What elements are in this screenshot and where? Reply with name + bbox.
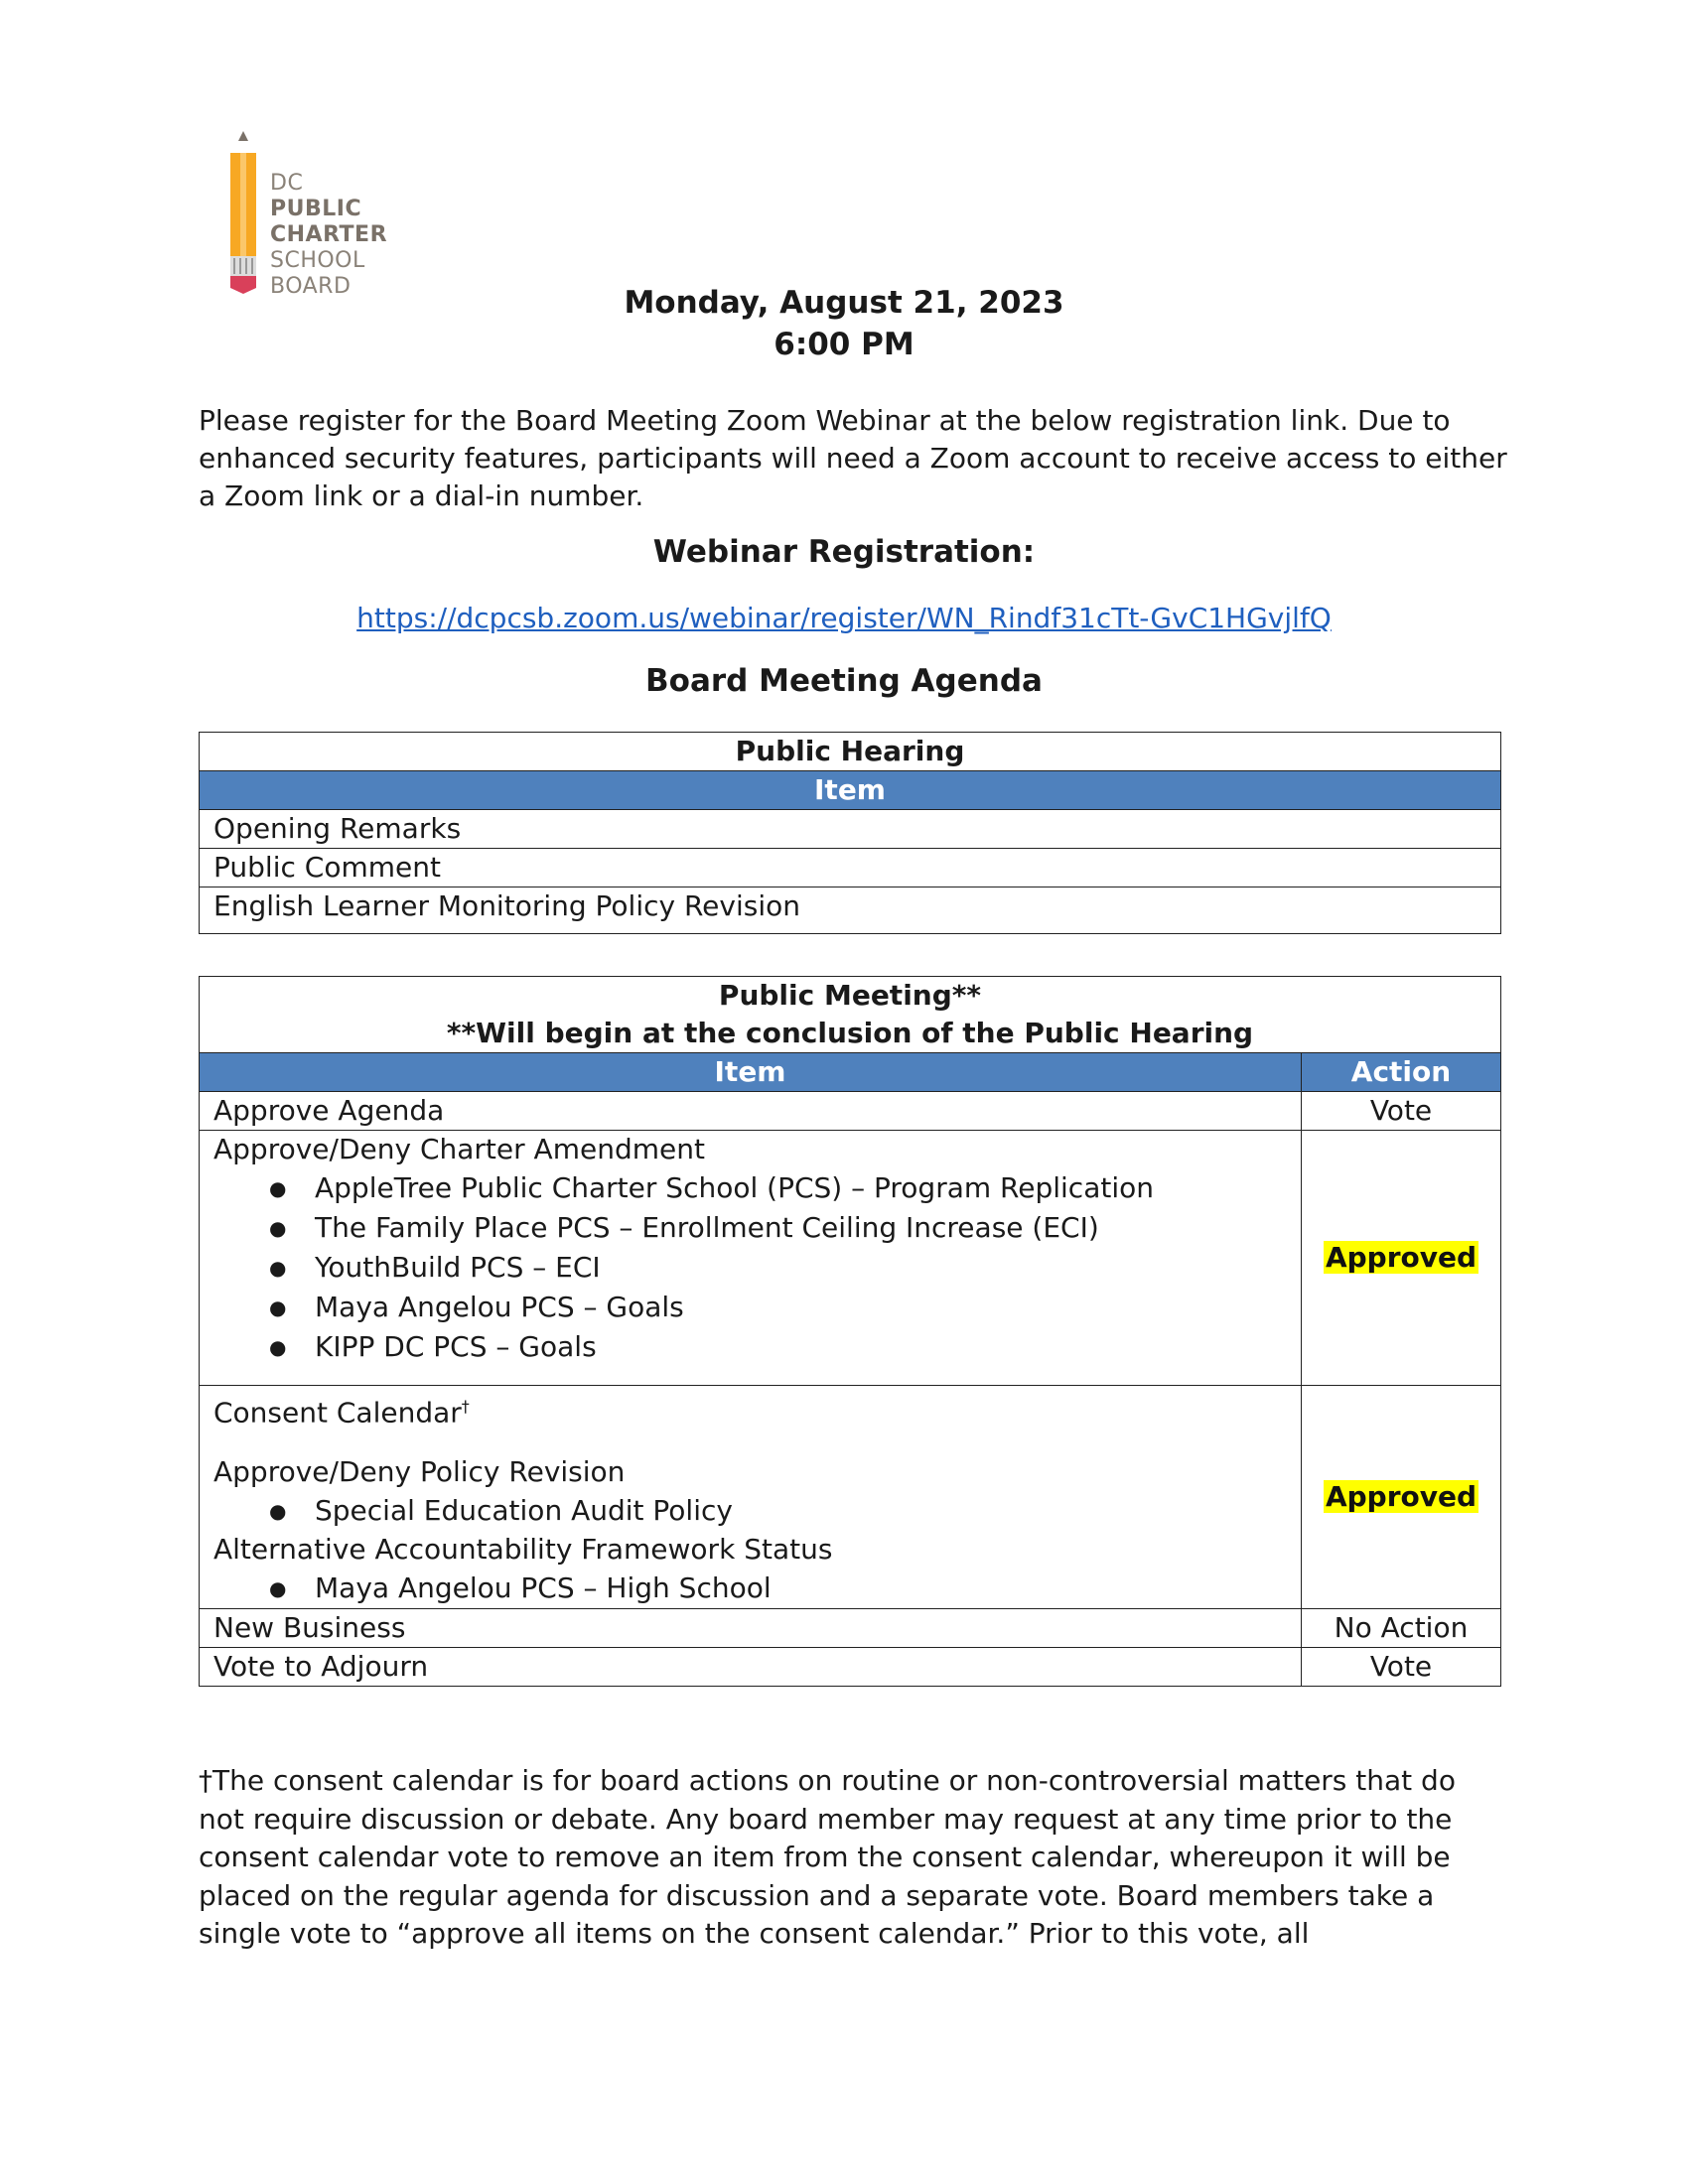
list-item: ● AppleTree Public Charter School (PCS) – Program Replication <box>269 1168 1287 1208</box>
list-item: ● Maya Angelou PCS – Goals <box>269 1288 1287 1327</box>
registration-link[interactable]: https://dcpcsb.zoom.us/webinar/register/WN_Rindf31cTt-GvC1HGvjlfQ <box>356 602 1332 634</box>
meeting-time: 6:00 PM <box>774 327 914 362</box>
list-item: ● KIPP DC PCS – Goals <box>269 1327 1287 1367</box>
public-hearing-title: Public Hearing <box>200 733 1501 771</box>
consent-calendar-footnote: †The consent calendar is for board actions on routine or non-controversial matters that do not require discussion or debate. Any board member may request at any time prior to the consent calendar vote to remove an item from the consent calendar, whereupon it will be placed on the regular agenda for discussion and a separate vote. Board members take a single vote to “approve all items on the consent calendar.” Prior to this vote, all <box>199 1764 1456 1950</box>
action-cell: No Action <box>1302 1609 1501 1648</box>
meeting-date: Monday, August 21, 2023 <box>624 285 1064 321</box>
intro-paragraph: Please register for the Board Meeting Zoom Webinar at the below registration link. Due to enhanced security features, participants will need a Zoom account to receive access to either a Zoom link or a dial-in number. <box>199 404 1507 512</box>
list-item: ● Special Education Audit Policy <box>269 1491 1287 1531</box>
table-row: English Learner Monitoring Policy Revision <box>200 887 1501 934</box>
table-row: New Business <box>200 1609 1302 1648</box>
table-row: Public Comment <box>200 849 1501 887</box>
logo-text: DC PUBLIC CHARTER SCHOOL BOARD <box>270 171 388 299</box>
policy-revision-list <box>213 1491 1287 1531</box>
approved-badge: Approved <box>1325 1241 1477 1274</box>
registration-heading: Webinar Registration: <box>652 534 1036 570</box>
framework-list <box>213 1569 1287 1608</box>
table-row: Approve Agenda <box>200 1092 1302 1131</box>
item-column-header: Item <box>200 771 1501 810</box>
action-cell: Vote <box>1302 1648 1501 1687</box>
public-meeting-table <box>199 976 1501 1687</box>
meeting-datetime <box>0 282 1688 365</box>
approved-badge: Approved <box>1325 1480 1477 1514</box>
action-cell: Vote <box>1302 1092 1501 1131</box>
table-row: Consent Calendar† Approve/Deny Policy Revision ● Special Education Audit Policy Alternative Accountability Framework Status ● Maya Angelou PCS – High School <box>200 1386 1302 1609</box>
action-column-header: Action <box>1302 1053 1501 1092</box>
list-item: ● Maya Angelou PCS – High School <box>269 1569 1287 1608</box>
dcpcsb-logo <box>230 131 409 299</box>
public-hearing-table <box>199 732 1501 934</box>
public-meeting-title: Public Meeting** **Will begin at the conclusion of the Public Hearing <box>200 977 1501 1053</box>
list-item: ● YouthBuild PCS – ECI <box>269 1248 1287 1288</box>
charter-amendment-list <box>213 1168 1287 1367</box>
pencil-icon <box>230 131 270 296</box>
action-cell <box>1302 1386 1501 1609</box>
list-item: ● The Family Place PCS – Enrollment Ceiling Increase (ECI) <box>269 1208 1287 1248</box>
item-column-header: Item <box>200 1053 1302 1092</box>
action-cell <box>1302 1131 1501 1386</box>
table-row: Vote to Adjourn <box>200 1648 1302 1687</box>
table-row: Approve/Deny Charter Amendment ● AppleTree Public Charter School (PCS) – Program Replication ● The Family Place PCS – Enrollment Ceiling Increase (ECI) ● YouthBuild PCS – ECI ● Maya Angelou PCS – Goals ● KIPP DC PCS – Goals <box>200 1131 1302 1386</box>
agenda-heading: Board Meeting Agenda <box>645 663 1043 699</box>
table-row: Opening Remarks <box>200 810 1501 849</box>
